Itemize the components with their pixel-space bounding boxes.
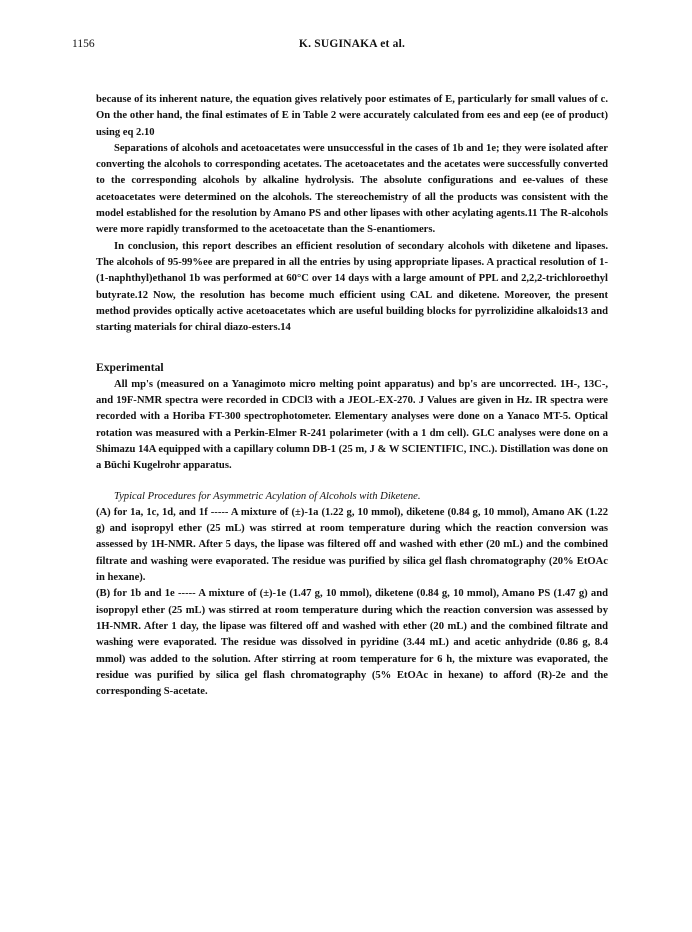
procedure-b: (B) for 1b and 1e ----- A mixture of (±)-1e (1.47 g, 10 mmol), diketene (0.84 g, 10 mmol), Amano PS (1.47 g) and isopropyl ether (25 mL) was stirred at room temperature during which the reaction conversion was assessed by 1H-NMR. After 1 day, the lipase was filtered off and washed with ether (20 mL) and the combined filtrate and washing were evaporated. The residue was dissolved in pyridine (3.44 mL) and acetic anhydride (0.86 g, 8.4 mmol) was added to the solution. After stirring at room temperature for 6 h, the mixture was evaporated, the residue was purified by silica gel flash chromatography (5% EtOAc in hexane) to afford (R)-2e and the corresponding S-acetate.	[96, 588, 608, 698]
page-header	[72, 38, 632, 56]
procedures-list	[96, 505, 608, 701]
paragraph-separations: Separations of alcohols and acetoacetates were unsuccessful in the cases of 1b and 1e; they were isolated after converting the alcohols to corresponding acetates. The acetoacetates and the acetates were successfully converted to the corresponding alcohols by alkaline hydrolysis. The absolute configurations and ee-values of these acetoacetates were determined on the alcohols. The stereochemistry of all the products was consistent with the model established for the resolution by Amano PS and other lipases with other acylating agents.11 The R-alcohols were more rapidly transformed to the acetoacetate than the S-enantiomers.	[96, 142, 608, 236]
page-content	[96, 92, 608, 700]
paragraph-estimates: because of its inherent nature, the equation gives relatively poor estimates of E, particularly for small values of c. On the other hand, the final estimates of E in Table 2 were accurately calculated from ees and eep (ee of product) using eq 2.10	[96, 94, 608, 138]
section-spacer	[96, 336, 608, 360]
subsection-spacer	[96, 475, 608, 489]
procedures-title: Typical Procedures for Asymmetric Acylation of Alcohols with Diketene.	[114, 490, 421, 502]
page-number: 1156	[72, 38, 95, 50]
running-head: K. SUGINAKA et al.	[298, 38, 406, 50]
experimental-heading: Experimental	[96, 361, 164, 375]
experimental-body: All mp's (measured on a Yanagimoto micro melting point apparatus) and bp's are uncorrected. 1H-, 13C-, and 19F-NMR spectra were recorded in CDCl3 with a JEOL-EX-270. J Values are given in Hz. IR spectra were recorded with a Horiba FT-300 spectrophotometer. Elementary analyses were done on a Yanaco MT-5. Optical rotation was measured with a Perkin-Elmer R-241 polarimeter (with a 1 dm cell). GLC analyses were done on a Shimazu 14A equipped with a capillary column DB-1 (25 m, J & W SCIENTIFIC, INC.). Distillation was done on a Büchi Kugelrohr apparatus.	[96, 378, 608, 472]
paragraph-conclusion: In conclusion, this report describes an efficient resolution of secondary alcohols with diketene and lipases. The alcohols of 95-99%ee are prepared in all the entries by using appropriate lipases. A practical resolution of 1-(1-naphthyl)ethanol 1b was performed at 60°C over 14 days with a large amount of PPL and 2,2,2-trichloroethyl butyrate.12 Now, the resolution has become much efficient using CAL and diketene. Moreover, the present method provides optically active acetoacetates which are useful building blocks for pyrrolizidine alkaloids13 and starting materials for chiral diazo-esters.14	[96, 240, 608, 334]
procedure-a: (A) for 1a, 1c, 1d, and 1f ----- A mixture of (±)-1a (1.22 g, 10 mmol), diketene (0.84 g, 10 mmol), Amano AK (1.22 g) and isopropyl ether (25 mL) was stirred at room temperature during which the reaction conversion was assessed by 1H-NMR. After 5 days, the lipase was filtered off and washed with ether (20 mL) and the combined filtrate and washing were evaporated. The residue was purified by silica gel flash chromatography (20% EtOAc in hexane).	[96, 506, 608, 584]
